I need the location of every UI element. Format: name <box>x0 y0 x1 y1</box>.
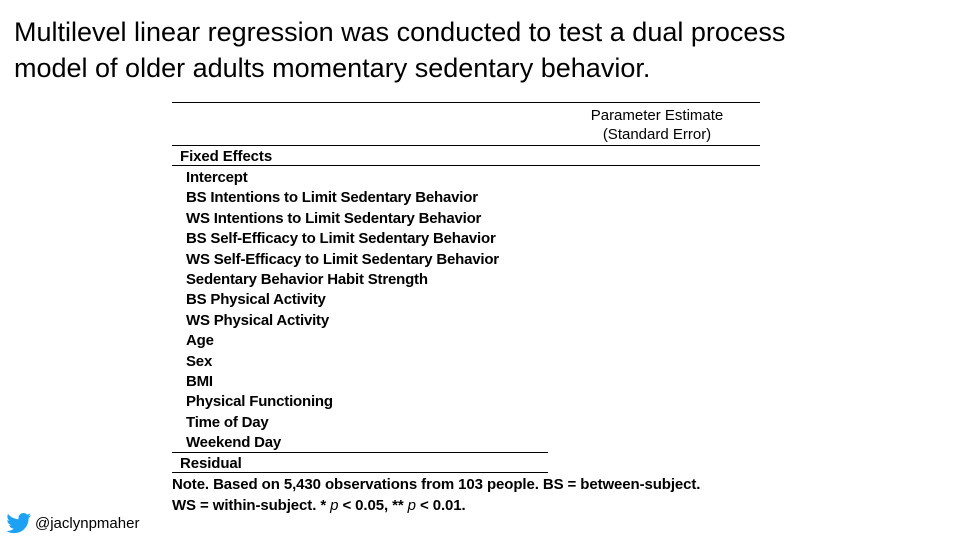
note-prefix: WS = within-subject. * <box>172 497 331 514</box>
parameter-estimate-header <box>557 106 757 144</box>
parameter-estimate-header-line-2: (Standard Error) <box>602 126 712 143</box>
twitter-handle: @jaclynpmaher <box>35 514 140 532</box>
table-row: BS Physical Activity <box>186 291 326 309</box>
table-row: Intercept <box>186 169 248 186</box>
table-row: WS Physical Activity <box>186 311 329 329</box>
table-row: Physical Functioning <box>186 393 333 411</box>
table-row: WS Intentions to Limit Sedentary Behavior <box>186 209 482 227</box>
slide-title-line-2: model of older adults momentary sedentary behavior. <box>14 53 651 83</box>
table-row: Sex <box>186 352 213 370</box>
table-note <box>172 474 772 516</box>
table-row: BS Self-Efficacy to Limit Sedentary Behavior <box>186 230 496 248</box>
parameter-estimate-header-line-1: Parameter Estimate <box>590 107 724 124</box>
header-rule <box>172 145 760 146</box>
table-row: BS Intentions to Limit Sedentary Behavior <box>186 189 478 207</box>
slide-title-line-1: Multilevel linear regression was conducted to test a dual process <box>14 17 786 47</box>
table-note-line-1: Note. Based on 5,430 observations from 103 people. BS = between-subject. <box>172 476 701 493</box>
fixed-effects-rule <box>172 165 760 166</box>
residual-rule <box>172 452 548 453</box>
p-symbol: p <box>330 497 339 514</box>
table-row: Age <box>186 332 214 350</box>
table-row: Time of Day <box>186 413 269 431</box>
table-row: Sedentary Behavior Habit Strength <box>186 270 428 288</box>
author-credit <box>6 512 139 534</box>
note-mid: < 0.05, ** <box>338 497 408 514</box>
table-row: BMI <box>186 372 213 390</box>
fixed-effects-list <box>186 168 499 453</box>
slide-title <box>14 14 944 86</box>
table-top-rule <box>172 102 760 103</box>
note-suffix: < 0.01. <box>415 497 466 514</box>
table-bottom-rule <box>172 472 548 473</box>
table-row: WS Self-Efficacy to Limit Sedentary Behavior <box>186 250 499 268</box>
twitter-bird-icon <box>6 513 32 534</box>
table-note-line-2 <box>172 495 772 516</box>
residual-label: Residual <box>180 455 242 472</box>
fixed-effects-label: Fixed Effects <box>180 148 273 165</box>
table-row: Weekend Day <box>186 434 282 452</box>
p-symbol: p <box>407 497 416 514</box>
